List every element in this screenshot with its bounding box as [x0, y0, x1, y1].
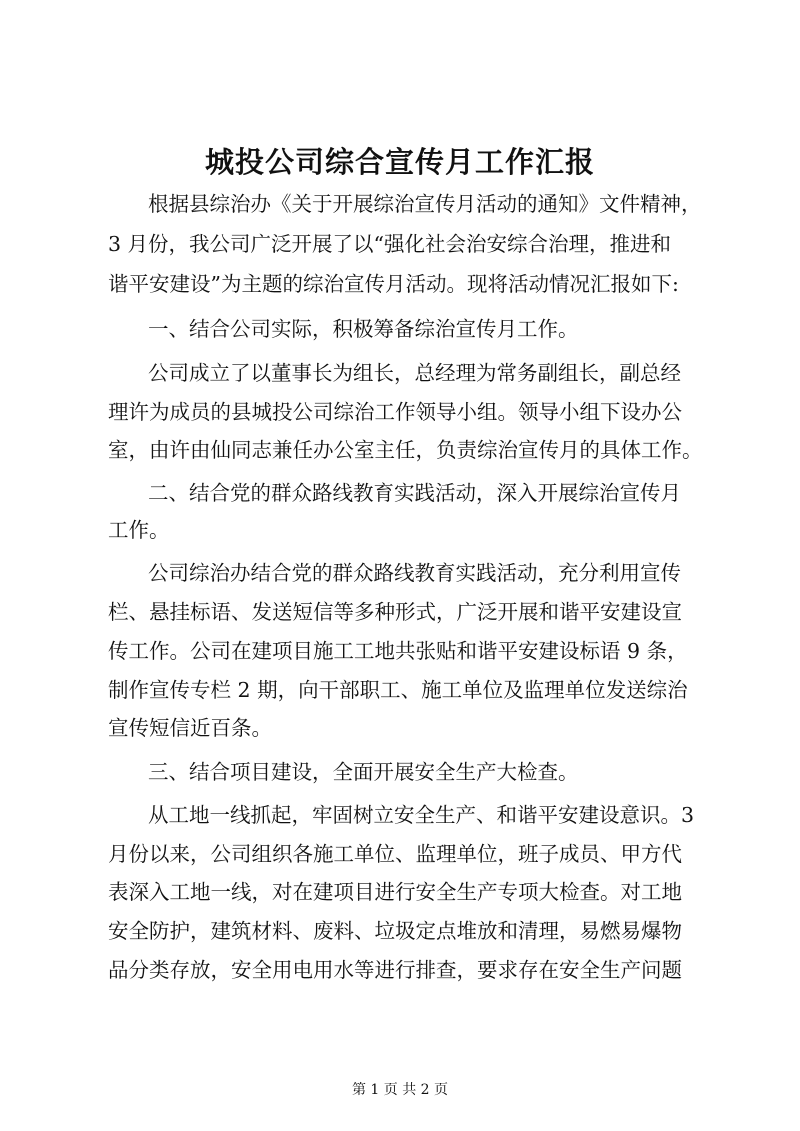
paragraph-line: 月份以来，公司组织各施工单位、监理单位，班子成员、甲方代 [108, 842, 682, 866]
paragraph-line: 栏、悬挂标语、发送短信等多种形式，广泛开展和谐平安建设宣 [108, 600, 682, 624]
section-heading: 一、结合公司实际，积极筹备综治宣传月工作。 [148, 317, 579, 341]
paragraph-line: 公司综治办结合党的群众路线教育实践活动，充分利用宣传 [148, 561, 681, 585]
paragraph-line: 表深入工地一线，对在建项目进行安全生产专项大检查。对工地 [108, 880, 682, 904]
paragraph-line: 安全防护，建筑材料、废料、垃圾定点堆放和清理，易燃易爆物 [108, 919, 682, 943]
paragraph-line: 宣传短信近百条。 [108, 716, 272, 740]
paragraph-line: 公司成立了以董事长为组长，总经理为常务副组长，副总经 [148, 361, 681, 385]
section-heading: 二、结合党的群众路线教育实践活动，深入开展综治宣传月 [148, 481, 681, 505]
section-heading-continuation: 工作。 [108, 518, 170, 542]
paragraph-line: 3 月份，我公司广泛开展了以“强化社会治安综合治理，推进和 [108, 232, 672, 256]
paragraph-line: 品分类存放，安全用电用水等进行排查，要求存在安全生产问题 [108, 958, 682, 982]
paragraph-line: 根据县综治办《关于开展综治宣传月活动的通知》文件精神， [148, 192, 702, 216]
document-title: 城投公司综合宣传月工作汇报 [204, 145, 595, 179]
page-number-footer: 第 1 页 共 2 页 [351, 1082, 449, 1098]
paragraph-line: 理许为成员的县城投公司综治工作领导小组。领导小组下设办公 [108, 400, 682, 424]
section-heading: 三、结合项目建设，全面开展安全生产大检查。 [148, 760, 579, 784]
paragraph-line: 谐平安建设”为主题的综治宣传月活动。现将活动情况汇报如下: [108, 272, 679, 296]
paragraph-line: 制作宣传专栏 2 期，向干部职工、施工单位及监理单位发送综治 [108, 678, 688, 702]
paragraph-line: 室，由许由仙同志兼任办公室主任，负责综治宣传月的具体工作。 [108, 438, 703, 462]
paragraph-line: 从工地一线抓起，牢固树立安全生产、和谐平安建设意识。3 [148, 803, 695, 827]
paragraph-line: 传工作。公司在建项目施工工地共张贴和谐平安建设标语 9 条， [108, 639, 688, 663]
